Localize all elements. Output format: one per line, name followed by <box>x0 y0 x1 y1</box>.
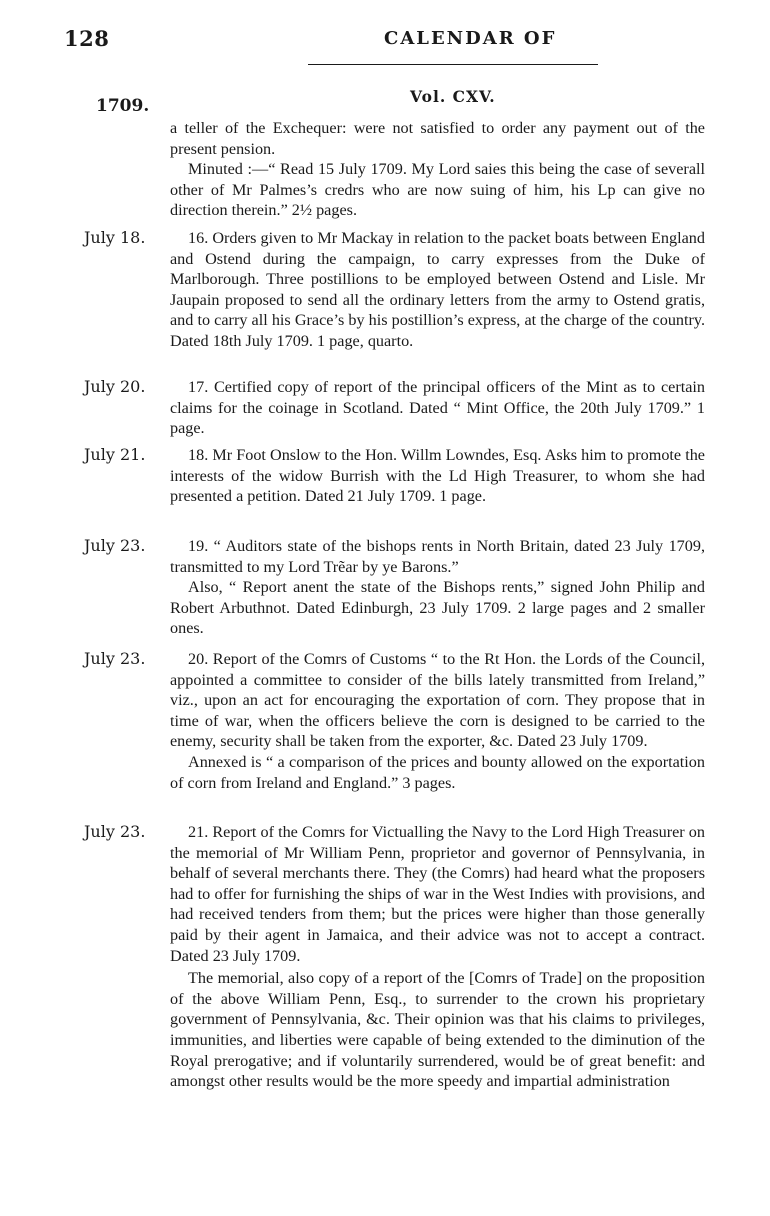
entry-text <box>170 822 705 1092</box>
page-number: 128 <box>64 26 110 51</box>
entry-paragraph: Also, “ Report anent the state of the Bishops rents,” signed John Philip and Robert Arbuthnot. Dated Edinburgh, 23 July 1709. 2 large pages and 2 smaller ones. <box>170 578 705 638</box>
year-label: 1709. <box>96 96 150 116</box>
entry-text <box>170 228 705 352</box>
entry-paragraph: 17. Certified copy of report of the principal officers of the Mint as to certain claims for the coinage in Scotland. Dated “ Mint Office, the 20th July 1709.” 1 page. <box>170 378 705 438</box>
entry-paragraph: a teller of the Exchequer: were not satisfied to order any payment out of the present pension. <box>170 119 705 158</box>
entry-date: July 23. <box>84 536 146 555</box>
entry-paragraph: 18. Mr Foot Onslow to the Hon. Willm Lowndes, Esq. Asks him to promote the interests of the widow Burrish with the Ld High Treasurer, to whom she had presented a petition. Dated 21 July 1709. 1 page. <box>170 446 705 506</box>
entry-paragraph: Minuted :—“ Read 15 July 1709. My Lord saies this being the case of severall other of Mr Palmes’s credrs who are now suing of him, his Lp can give no direction therein.” 2½ pages. <box>170 160 705 220</box>
entry-date: July 18. <box>84 228 146 247</box>
entry-date: July 23. <box>84 649 146 668</box>
entry-paragraph: 19. “ Auditors state of the bishops rents in North Britain, dated 23 July 1709, transmitted to my Lord Trẽar by ye Barons.” <box>170 537 705 576</box>
entry-paragraph: The memorial, also copy of a report of the [Comrs of Trade] on the proposition of the above William Penn, Esq., to surrender to the crown his proprietary government of Pennsylvania, &c. Their opinion was that his claims to privileges, immunities, and liberties were capable of being extended to the diminution of the Royal prerogative; and if voluntarily surrendered, would be of great benefit: and amongst other results would be the more speedy and impartial administration <box>170 969 705 1091</box>
entry-text <box>170 536 705 639</box>
entry-date: July 20. <box>84 377 146 396</box>
header-rule <box>308 64 598 65</box>
entry-date: July 23. <box>84 822 146 841</box>
entry-date: July 21. <box>84 445 146 464</box>
entry-text <box>170 118 705 221</box>
entry-text <box>170 445 705 507</box>
entry-paragraph: Annexed is “ a comparison of the prices and bounty allowed on the exportation of corn from Ireland and England.” 3 pages. <box>170 752 705 792</box>
entry-text <box>170 649 705 793</box>
entry-text <box>170 377 705 439</box>
volume-heading: Vol. CXV. <box>410 87 496 106</box>
running-title: CALENDAR OF <box>384 28 557 49</box>
entry-paragraph: 20. Report of the Comrs of Customs “ to the Rt Hon. the Lords of the Council, appointed a committee to consider of the bills lately transmitted from Ireland,” viz., upon an act for encouraging the exportation of corn. They propose that in time of war, when the officers believe the corn is designed to be carried to the enemy, security shall be taken from the exporter, &c. Dated 23 July 1709. <box>170 650 705 751</box>
entry-paragraph: 21. Report of the Comrs for Victualling the Navy to the Lord High Treasurer on the memorial of Mr William Penn, proprietor and governor of Pennsylvania, in behalf of several merchants there. They (the Comrs) had heard what the proposers had to offer for furnishing the ships of war in the West Indies with provisions, and had received tenders from them; but the prices were higher than those generally paid by their agent in Jamaica, and their advice was not to accept a contract. Dated 23 July 1709. <box>170 823 705 965</box>
entry-paragraph: 16. Orders given to Mr Mackay in relation to the packet boats between England and Ostend during the campaign, to carry expresses from the Duke of Marlborough. Three postillions to be employed between Ostend and Lisle. Mr Jaupain proposed to send all the ordinary letters from the army to Ostend gratis, and to carry all his Grace’s by his postillion’s express, at the charge of the country. Dated 18th July 1709. 1 page, quarto. <box>170 229 705 350</box>
